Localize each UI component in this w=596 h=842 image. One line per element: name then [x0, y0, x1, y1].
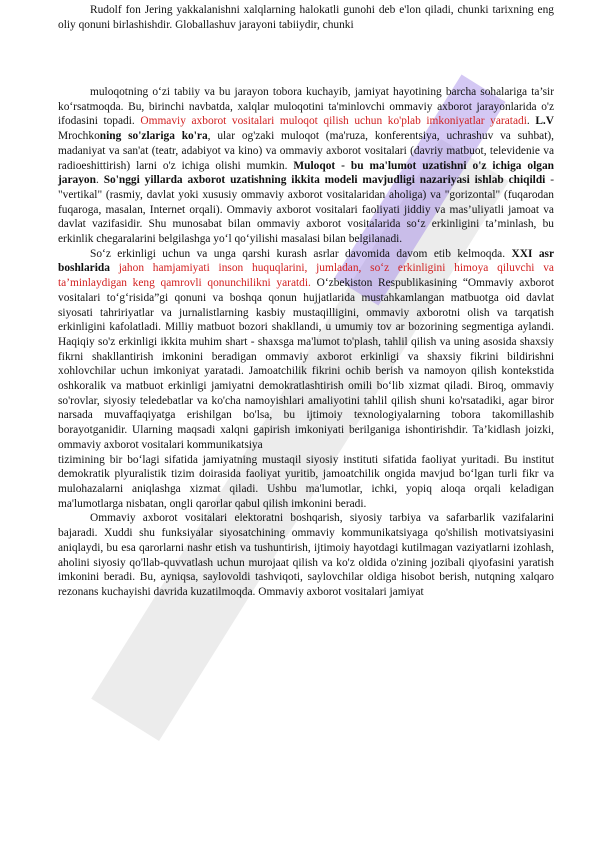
paragraph-4: Ommaviy axborot vositalari elektoratni boshqarish, siyosiy tarbiya va safarbarlik vazifalarini bajaradi. Xuddi shu funksiyalar siyosatchining ommaviy kommunikatsiyaga qo'shilish motivatsiyasini aniqlaydi, bu esa qarorlarni nashr etish va tushuntirish, ijtimoiy hayotdagi kutilmagan vaziyatlarni izohlash, aholini siyosiy qo'llab-quvvatlash uchun murojaat qilish va ko'z oldida o'zining jozibali qiyofasini yaratish imkonini beradi. Bu, ayniqsa, saylovoldi tashviqoti, saylovchilar oldiga hisobot berish, nutqning xalqaro rezonans kuchayishi davrida kuzatilmoqda. Ommaviy axborot vositalari jamiyat — [58, 512, 554, 598]
paragraph-2 — [58, 247, 554, 453]
paragraph-3: tizimining bir bo‘lagi sifatida jamiyatning mustaqil siyosiy instituti sifatida faoliyat yuritadi. Bu institut demokratik plyuralistik tizim doirasida faoliyat yuritib, jamoatchilik ongida mavjud bo‘lgan turli fikr va mulohazalarni aniqlashga xizmat qiladi. Ushbu ma'lumotlar, ichki, yopiq aloqa orqali keladigan ma'lumotlarga nisbatan, ongli qarorlar qabul qilish imkonini beradi. — [58, 453, 554, 510]
p1-text-f: - "vertikal" (rasmiy, davlat yoki xususiy ommaviy axborot vositalaridan aholiga) va "gorizontal" (fuqarodan fuqaroga, masalan, Internet orqali). Ommaviy axborot vositalari faoliyati jiddiy va mas’uliyatli jamoat va davlat vazifasidir. Shu munosabat bilan ommaviy axborot vositalarida so‘z erkinligini ta’minlash, bu erkinlik chegaralarini belgilashga yo‘l qo‘yilishi masalasi bilan belgilanadi. — [58, 174, 554, 246]
main-text — [58, 85, 554, 600]
p1-text-d: , ular og'zaki muloqot (ma'ruza, konferentsiya, uchrashuv va suhbat), madaniyat va san'at (teatr, adabiyot va kino) va ommaviy axborot vositalari (davriy matbuot, televidenie va radioeshittirish) larni o'z ichiga olishi mumkin. — [58, 130, 555, 172]
p1-text-a: muloqotning o‘zi tabiiy va bu jarayon tobora kuchayib, jamiyat hayotining barcha sohalariga ta’sir ko‘rsatmoqda. Bu, birinchi navbatda, xalqlar muloqotini ta'minlovchi ommaviy axborot jarayonlarida o'z ifodasini topadi. — [58, 86, 554, 128]
p1-bold-3: Muloqot - bu ma'lumot uzatishni o'z ichiga olgan jarayon — [58, 159, 554, 187]
p2-bold: XXI asr boshlarida — [58, 247, 555, 275]
p1-highlight: Ommaviy axborot vositalari muloqot qilish uchun ko'plab imkoniyatlar yaratadi — [140, 115, 527, 128]
top-fragment — [58, 3, 554, 32]
top-fragment-text: Rudolf fon Jering yakkalanishni xalqlarning halokatli gunohi deb e'lon qiladi, chunki tarixning eng oliy qonuni birlashishdir. Globallashuv jarayoni tabiiydir, chunki — [58, 4, 554, 31]
p1-bold-2: ning so'zlariga ko'ra — [99, 130, 208, 143]
p2-text-a: So‘z erkinligi uchun va unga qarshi kurash asrlar davomida davom etib kelmoqda. — [90, 247, 512, 260]
paragraph-1 — [58, 85, 554, 247]
p1-text-e: . — [95, 174, 104, 187]
p1-text-b: . — [526, 115, 536, 128]
p2-highlight: jahon hamjamiyati inson huquqlarini, jumladan, so‘z erkinligini himoya qiluvchi va ta’minlaydigan keng qamrovli qonunchilikni yaratdi. — [58, 262, 554, 290]
p1-bold-4: So'nggi yillarda axborot uzatishning ikkita modeli mavjudligi nazariyasi ishlab chiqildi — [103, 174, 546, 187]
p1-text-c: Mrochko — [58, 130, 100, 143]
p2-text-b: O‘zbekiston Respublikasining “Ommaviy axborot vositalari to‘g‘risida”gi qonuni va boshqa qonun hujjatlarida mustahkamlangan matbuotga oid davlat siyosati tahririyatlar va jurnalistlarning kasbiy mustaqilligini, ommaviy axborotni olish va tarqatish erkinligini kafolatladi. Milliy matbuot bozori shakllandi, u umumiy tov ar bozorining segmentiga aylandi. Haqiqiy so'z erkinligi ikkita muhim shart - shaxsga ma'lumot to'plash, tahlil qilish va uning asosida shaxsiy fikrni shakllantirish imkonini beradigan ommaviy axborot erkinligi va shaxsiy fikrini bildirishni xohlovchilar uchun imkoniyat yaratadi. Jamoatchilik fikrini ochib berish va namoyon qilish kontekstida oshkoralik va matbuot erkinligi jamiyatni demokratlashtirish omili bo‘lib xizmat qiladi. Biroq, ommaviy so'rovlar, siyosiy teledebatlar va ko'cha namoyishlari amaliyotini tahlil qilish shuni ko'rsatadiki, agar biror narsada muvaffaqiyatga erishilgan bo'lsa, bu ijtimoiy texnologiyalarning tobora takomillashib borayotganidir. Ularning maqsadi xalqni gapirish imkoniyati berilganiga ishontirishdir. Ta’kidlash joizki, ommaviy axborot vositalari kommunikatsiya — [58, 277, 554, 451]
p1-bold-1: L.V — [535, 115, 554, 128]
